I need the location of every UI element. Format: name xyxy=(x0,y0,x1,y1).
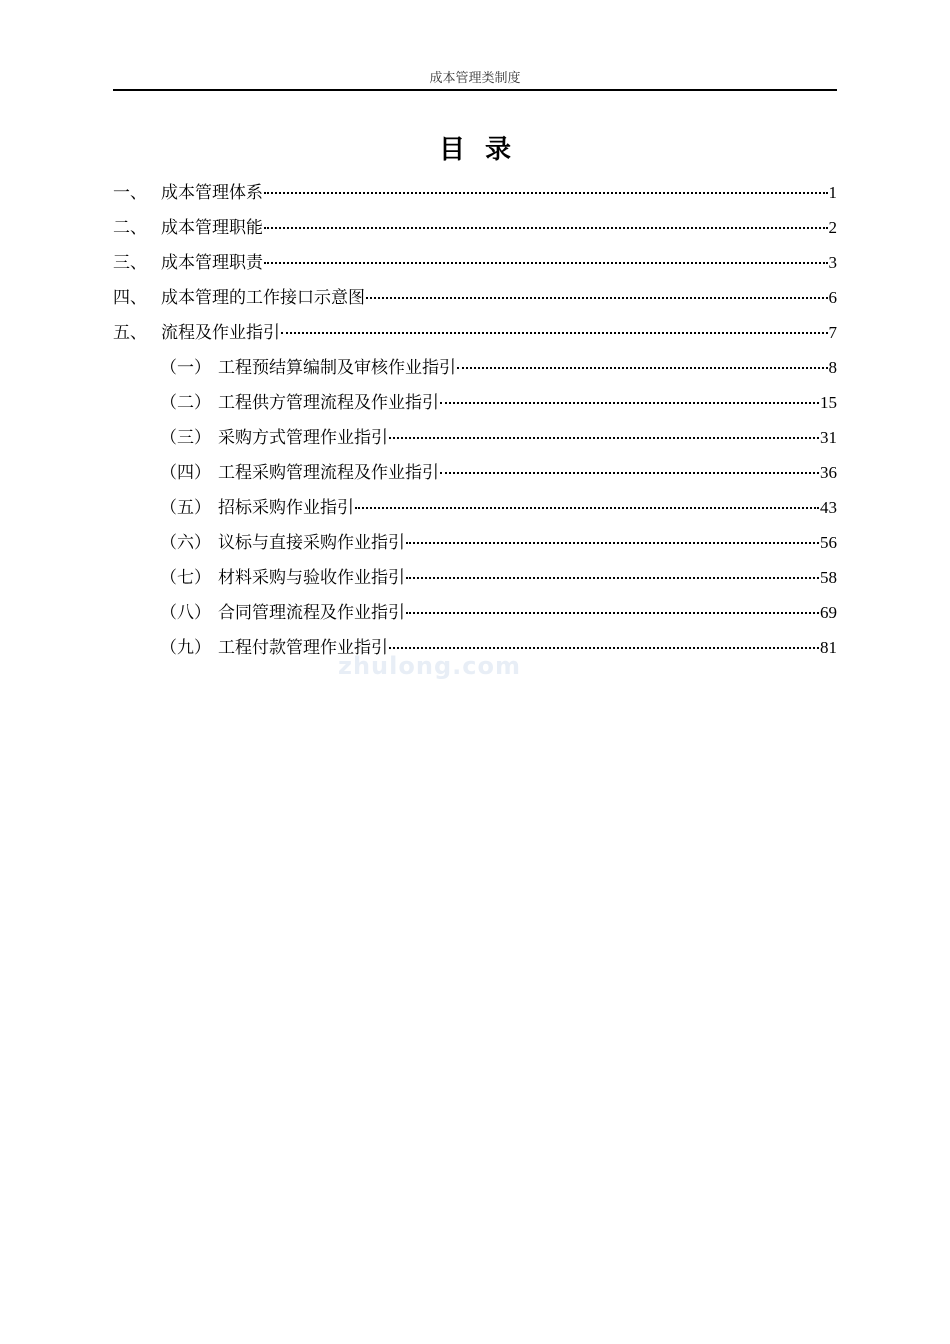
toc-dot-leader xyxy=(406,534,819,544)
toc-entry[interactable] xyxy=(113,385,837,420)
toc-entry[interactable] xyxy=(113,280,837,315)
header-title: 成本管理类制度 xyxy=(429,71,521,86)
toc-entry-number: 四、 xyxy=(113,288,147,308)
toc-entry-page: 69 xyxy=(820,603,837,622)
toc-dot-leader xyxy=(355,499,819,509)
toc-entry[interactable] xyxy=(113,560,837,595)
toc-entry-page: 7 xyxy=(828,323,837,342)
toc-entry-page: 58 xyxy=(820,568,837,587)
toc-dot-leader xyxy=(406,569,819,579)
toc-entry[interactable] xyxy=(113,315,837,350)
toc-entry-page: 56 xyxy=(820,533,837,552)
toc-entry-number: （七） xyxy=(160,568,211,588)
toc-entry[interactable] xyxy=(113,350,837,385)
toc-entry-page: 3 xyxy=(828,253,837,272)
toc-dot-leader xyxy=(440,464,819,474)
toc-entry[interactable] xyxy=(113,525,837,560)
toc-entry-page: 31 xyxy=(820,428,837,447)
toc-dot-leader xyxy=(366,289,828,299)
toc-entry-page: 1 xyxy=(828,183,837,202)
toc-entry-title: 成本管理体系 xyxy=(161,183,263,203)
toc-entry-title: 成本管理职能 xyxy=(161,218,263,238)
toc-entry-title: 成本管理职责 xyxy=(161,253,263,273)
toc-dot-leader xyxy=(389,639,819,649)
toc-entry-title: 工程付款管理作业指引 xyxy=(218,638,388,658)
toc-entry-number: （五） xyxy=(160,498,211,518)
toc-entry-number: （八） xyxy=(160,603,211,623)
toc-entry-number: （四） xyxy=(160,463,211,483)
toc-entry[interactable] xyxy=(113,175,837,210)
toc-entry[interactable] xyxy=(113,455,837,490)
toc-entry[interactable] xyxy=(113,420,837,455)
toc-entry-title: 工程供方管理流程及作业指引 xyxy=(218,393,439,413)
toc-entry-number: （九） xyxy=(160,638,211,658)
toc-dot-leader xyxy=(389,429,819,439)
toc-entry-title: 材料采购与验收作业指引 xyxy=(218,568,405,588)
toc-dot-leader xyxy=(264,219,828,229)
toc-dot-leader xyxy=(406,604,819,614)
toc-entry[interactable] xyxy=(113,210,837,245)
toc-dot-leader xyxy=(440,394,819,404)
toc-entry-page: 6 xyxy=(828,288,837,307)
toc-entry-page: 43 xyxy=(820,498,837,517)
toc-entry-page: 8 xyxy=(828,358,837,377)
toc-entry-number: （二） xyxy=(160,393,211,413)
toc-entry[interactable] xyxy=(113,595,837,630)
toc-dot-leader xyxy=(457,359,828,369)
toc-dot-leader xyxy=(264,184,828,194)
toc-entry[interactable] xyxy=(113,245,837,280)
toc-entry-number: 一、 xyxy=(113,183,147,203)
toc-entry-number: （一） xyxy=(160,358,211,378)
toc-entry-number: 五、 xyxy=(113,323,147,343)
toc-title: 目录 xyxy=(438,135,531,165)
toc-entry-number: 三、 xyxy=(113,253,147,273)
toc-dot-leader xyxy=(264,254,828,264)
toc-entry-title: 招标采购作业指引 xyxy=(218,498,354,518)
toc-entry-title: 成本管理的工作接口示意图 xyxy=(161,288,365,308)
toc-entry-title: 采购方式管理作业指引 xyxy=(218,428,388,448)
toc-entry-page: 81 xyxy=(820,638,837,657)
toc-entry-page: 15 xyxy=(820,393,837,412)
toc-entry[interactable] xyxy=(113,490,837,525)
toc-entry-number: 二、 xyxy=(113,218,147,238)
toc-list xyxy=(113,175,837,665)
toc-entry-title: 流程及作业指引 xyxy=(161,323,280,343)
toc-entry-page: 36 xyxy=(820,463,837,482)
toc-entry-title: 合同管理流程及作业指引 xyxy=(218,603,405,623)
page-header xyxy=(113,70,837,91)
toc-entry-number: （三） xyxy=(160,428,211,448)
toc-entry-page: 2 xyxy=(828,218,837,237)
toc-entry-title: 工程预结算编制及审核作业指引 xyxy=(218,358,456,378)
toc-entry-number: （六） xyxy=(160,533,211,553)
toc-dot-leader xyxy=(281,324,828,334)
toc-entry-title: 议标与直接采购作业指引 xyxy=(218,533,405,553)
toc-entry-title: 工程采购管理流程及作业指引 xyxy=(218,463,439,483)
watermark: zhulong.com xyxy=(338,652,521,680)
